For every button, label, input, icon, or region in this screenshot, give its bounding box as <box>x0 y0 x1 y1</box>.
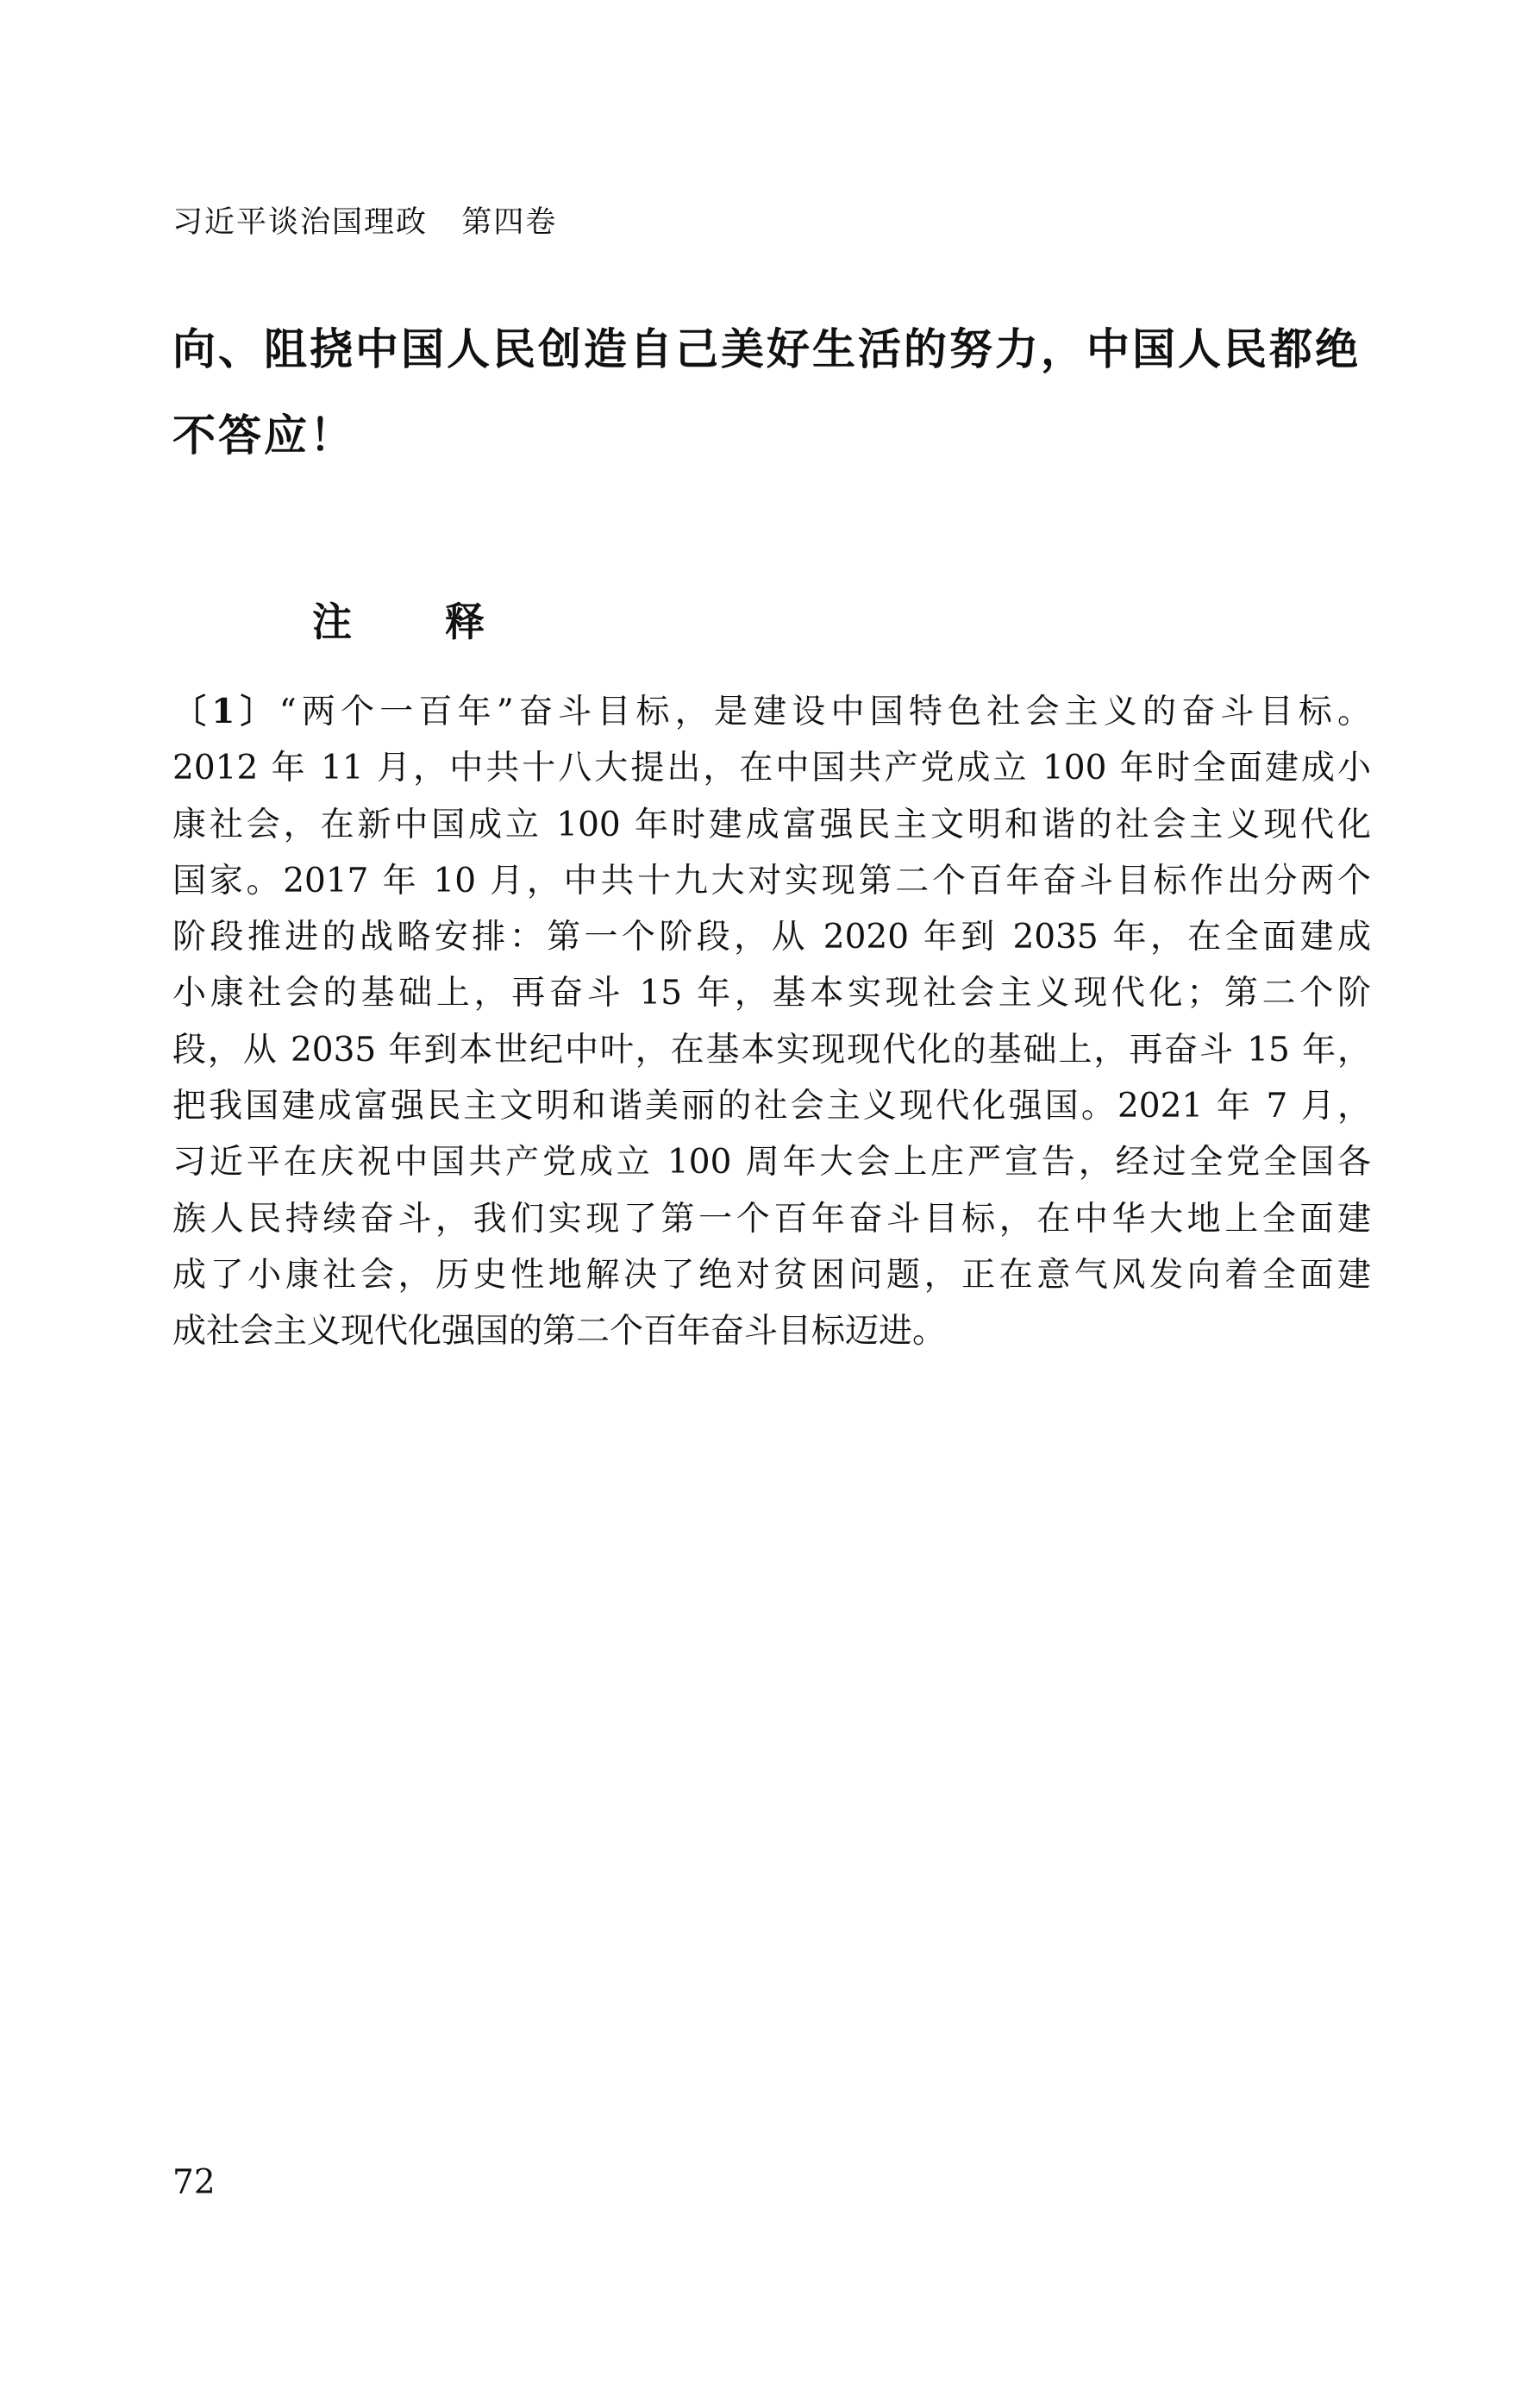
continued-paragraph <box>172 306 1380 479</box>
notes-heading <box>312 591 485 648</box>
note-line: 习近平在庆祝中国共产党成立 100 周年大会上庄严宣告，经过全党全国各 <box>172 1143 1371 1182</box>
note-line <box>172 684 1371 740</box>
notes-heading-second-char: 释 <box>445 599 485 645</box>
note-line: 成了小康社会，历史性地解决了绝对贫困问题，正在意气风发向着全面建 <box>172 1255 1371 1295</box>
note-line: 阶段推进的战略安排：第一个阶段，从 2020 年到 2035 年，在全面建成 <box>172 918 1371 957</box>
note-text: “两个一百年”奋斗目标，是建设中国特色社会主义的奋斗目标。 <box>279 693 1371 731</box>
note-line: 段，从 2035 年到本世纪中叶，在基本实现现代化的基础上，再奋斗 15 年， <box>172 1030 1371 1070</box>
running-header <box>172 198 557 242</box>
note-marker: 〔1〕 <box>172 692 279 731</box>
note-line: 康社会，在新中国成立 100 年时建成富强民主文明和谐的社会主义现代化 <box>172 805 1371 844</box>
book-title: 习近平谈治国理政 <box>172 205 429 240</box>
note-line: 成社会主义现代化强国的第二个百年奋斗目标迈进。 <box>172 1312 947 1352</box>
volume-label: 第四卷 <box>461 205 558 240</box>
page-number: 72 <box>172 2163 216 2202</box>
note-line: 2012 年 11 月，中共十八大提出，在中国共产党成立 100 年时全面建成小 <box>172 749 1371 788</box>
paragraph-line: 向、阻挠中国人民创造自己美好生活的努力，中国人民都绝 <box>172 323 1361 374</box>
note-line: 把我国建成富强民主文明和谐美丽的社会主义现代化强国。2021 年 7 月， <box>172 1087 1371 1126</box>
notes-heading-first-char: 注 <box>312 599 352 645</box>
note-line: 小康社会的基础上，再奋斗 15 年，基本实现社会主义现代化；第二个阶 <box>172 974 1371 1013</box>
note-1 <box>172 684 1371 1360</box>
note-line: 族人民持续奋斗，我们实现了第一个百年奋斗目标，在中华大地上全面建 <box>172 1199 1371 1239</box>
paragraph-line: 不答应！ <box>172 410 355 461</box>
note-line: 国家。2017 年 10 月，中共十九大对实现第二个百年奋斗目标作出分两个 <box>172 861 1371 900</box>
